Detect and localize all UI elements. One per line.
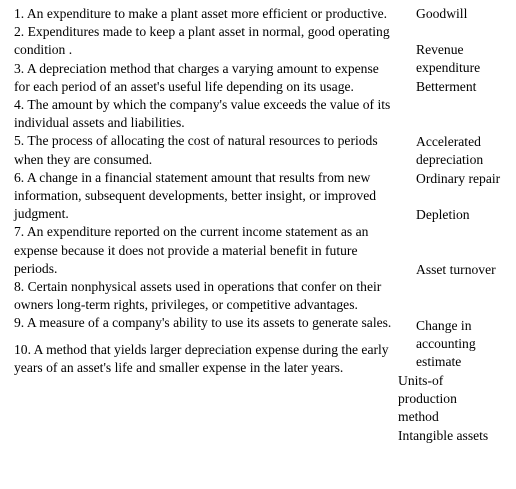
definition-6: 6. A change in a financial statement amount that results from new information, subsequent developments, better insight, or improved judgment. [14,169,377,222]
term-asset-turnover: Asset turnover [416,262,496,277]
term-intangible-assets: Intangible assets [398,428,489,443]
term-change-in-accounting-estimate: Change in accounting estimate [416,318,476,370]
term-depletion: Depletion [416,207,470,222]
term-betterment: Betterment [416,79,477,94]
definition-4: 4. The amount by which the company's value exceeds the value of its individual assets and liabilities. [14,97,391,131]
definition-9: 9. A measure of a company's ability to use its assets to generate sales. [14,315,392,331]
term-ordinary-repair: Ordinary repair [416,171,501,186]
definition-1: 1. An expenditure to make a plant asset more efficient or productive. [14,6,388,21]
definition-3: 3. A depreciation method that charges a varying amount to expense for each period of an asset's useful life depending on its usage. [14,60,379,94]
definitions-list [14,5,398,377]
term-accelerated-depreciation: Accelerated depreciation [416,134,484,168]
definition-8: 8. Certain nonphysical assets used in operations that confer on their owners long-term rights, privileges, or competitive advantages. [14,279,382,313]
definition-7: 7. An expenditure reported on the current income statement as an expense because it does not provide a material benefit in future periods. [14,224,369,276]
term-goodwill: Goodwill [416,6,468,21]
term-revenue-expenditure: Revenue expenditure [416,42,481,76]
definition-5: 5. The process of allocating the cost of natural resources to periods when they are consumed. [14,133,378,167]
definition-2: 2. Expenditures made to keep a plant asset in normal, good operating condition . [14,24,390,58]
term-units-of-production-method: Units-of production method [398,373,457,425]
definition-10: 10. A method that yields larger depreciation expense during the early years of an asset's life and smaller expense in the later years. [14,341,389,375]
